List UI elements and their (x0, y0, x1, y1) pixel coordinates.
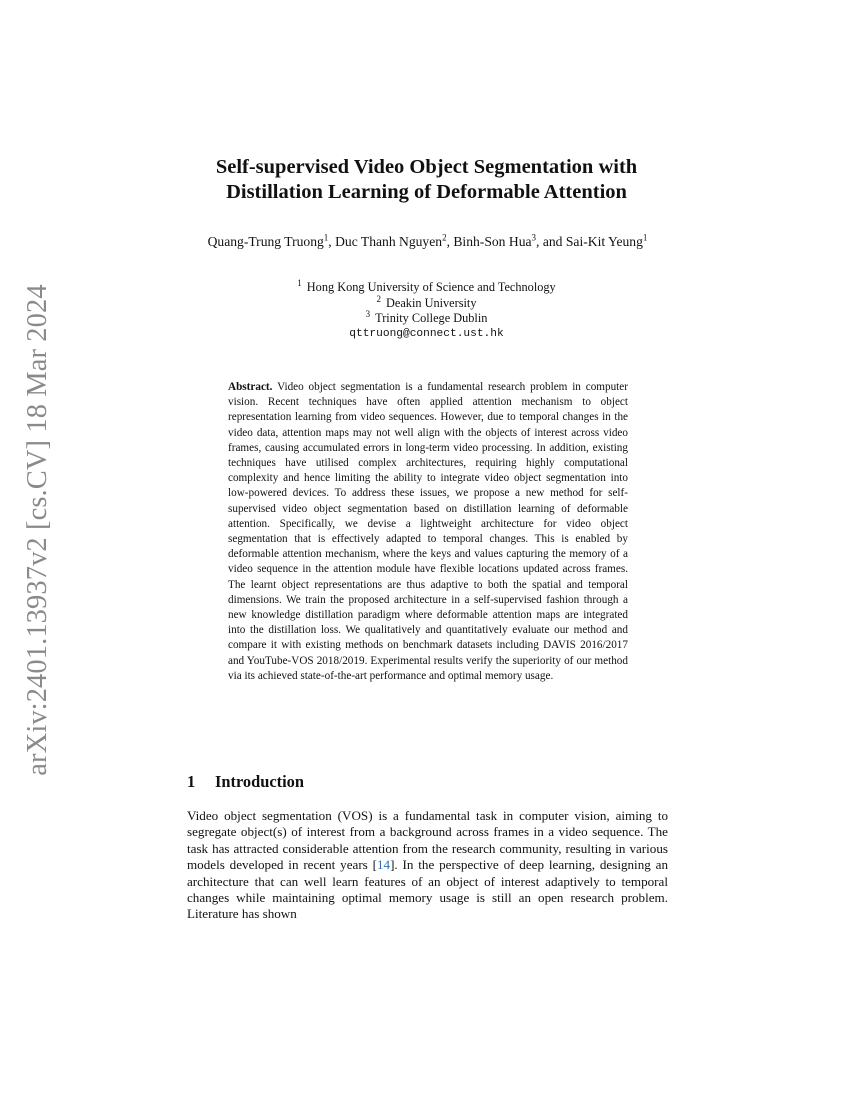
section-title: Introduction (215, 772, 304, 791)
contact-email: qttruong@connect.ust.hk (349, 327, 504, 340)
author-affil-mark: 1 (642, 232, 648, 243)
author-name: Binh-Son Hua (453, 234, 532, 249)
arxiv-identifier: arXiv:2401.13937v2 [cs.CV] 18 Mar 2024 (22, 284, 53, 776)
affiliation-item (200, 311, 653, 327)
paper-title (120, 155, 733, 205)
author-name: Quang-Trung Truong (207, 234, 324, 249)
author-separator: , (328, 234, 336, 249)
author-affil-mark: 3 (531, 232, 537, 243)
affiliation-number: 1 (297, 277, 302, 288)
affiliation-name: Hong Kong University of Science and Technology (306, 280, 556, 294)
introduction-paragraph (187, 808, 668, 923)
author-separator: , (446, 234, 454, 249)
affiliation-number: 2 (376, 293, 381, 304)
author-name: Sai-Kit Yeung (565, 234, 643, 249)
author-separator: , and (536, 234, 566, 249)
intro-text-part-2: ]. In the perspective of deep learning, designing an architecture that can well learn features of an object of interest adaptively to temporal changes while maintaining optimal memory usage is still an open research problem. Literature has shown (187, 857, 668, 922)
citation-link[interactable]: 14 (376, 857, 391, 873)
affiliation-name: Deakin University (386, 295, 477, 310)
author-affil-mark: 2 (442, 232, 447, 243)
section-number: 1 (187, 772, 196, 791)
author-affil-mark: 1 (323, 232, 329, 243)
abstract-text: Video object segmentation is a fundamental research problem in computer vision. Recent techniques have often applied attention mechanism to object representation learning from video sequences. However, due to temporal changes in the video data, attention maps may not well align with the objects of interest across video frames, causing accumulated errors in long-term video processing. In addition, existing techniques have utilised complex architectures, requiring highly computational complexity and hence limiting the ability to integrate video object segmentation into low-powered devices. To address these issues, we propose a new method for self-supervised video object segmentation based on distillation learning of deformable attention. Specifically, we devise a lightweight architecture for video object segmentation that is effectively adapted to temporal changes. This is enabled by deformable attention mechanism, where the keys and values capturing the memory of a video sequence in the attention module have flexible locations updated across frames. The learnt object representations are thus adaptive to both the spatial and temporal dimensions. We train the proposed architecture in a self-supervised fashion through a new knowledge distillation paradigm where deformable attention maps are integrated into the distillation loss. We qualitatively and quantitatively evaluate our method and compare it with existing methods on benchmark datasets including DAVIS 2016/2017 and YouTube-VOS 2018/2019. Experimental results verify the superiority of our method via its achieved state-of-the-art performance and optimal memory usage. (228, 381, 628, 682)
title-line-2: Distillation Learning of Deformable Attention (226, 181, 627, 203)
affiliation-name: Trinity College Dublin (375, 311, 488, 326)
affiliation-item (200, 293, 653, 312)
section-heading-introduction (187, 772, 304, 792)
title-line-1: Self-supervised Video Object Segmentation with (215, 156, 638, 178)
affiliation-list (200, 277, 653, 342)
intro-text-part-1: Video object segmentation (VOS) is a fundamental task in computer vision, aiming to segregate object(s) of interest from a background across frames in a video sequence. The task has attracted considerable attention from the research community, resulting in various models developed in recent years [ (187, 808, 668, 873)
abstract (228, 380, 628, 684)
author-name: Duc Thanh Nguyen (335, 234, 443, 249)
affiliation-item (200, 277, 653, 296)
affiliation-number: 3 (365, 309, 371, 320)
abstract-label: Abstract. (228, 381, 273, 393)
author-list (190, 233, 665, 250)
